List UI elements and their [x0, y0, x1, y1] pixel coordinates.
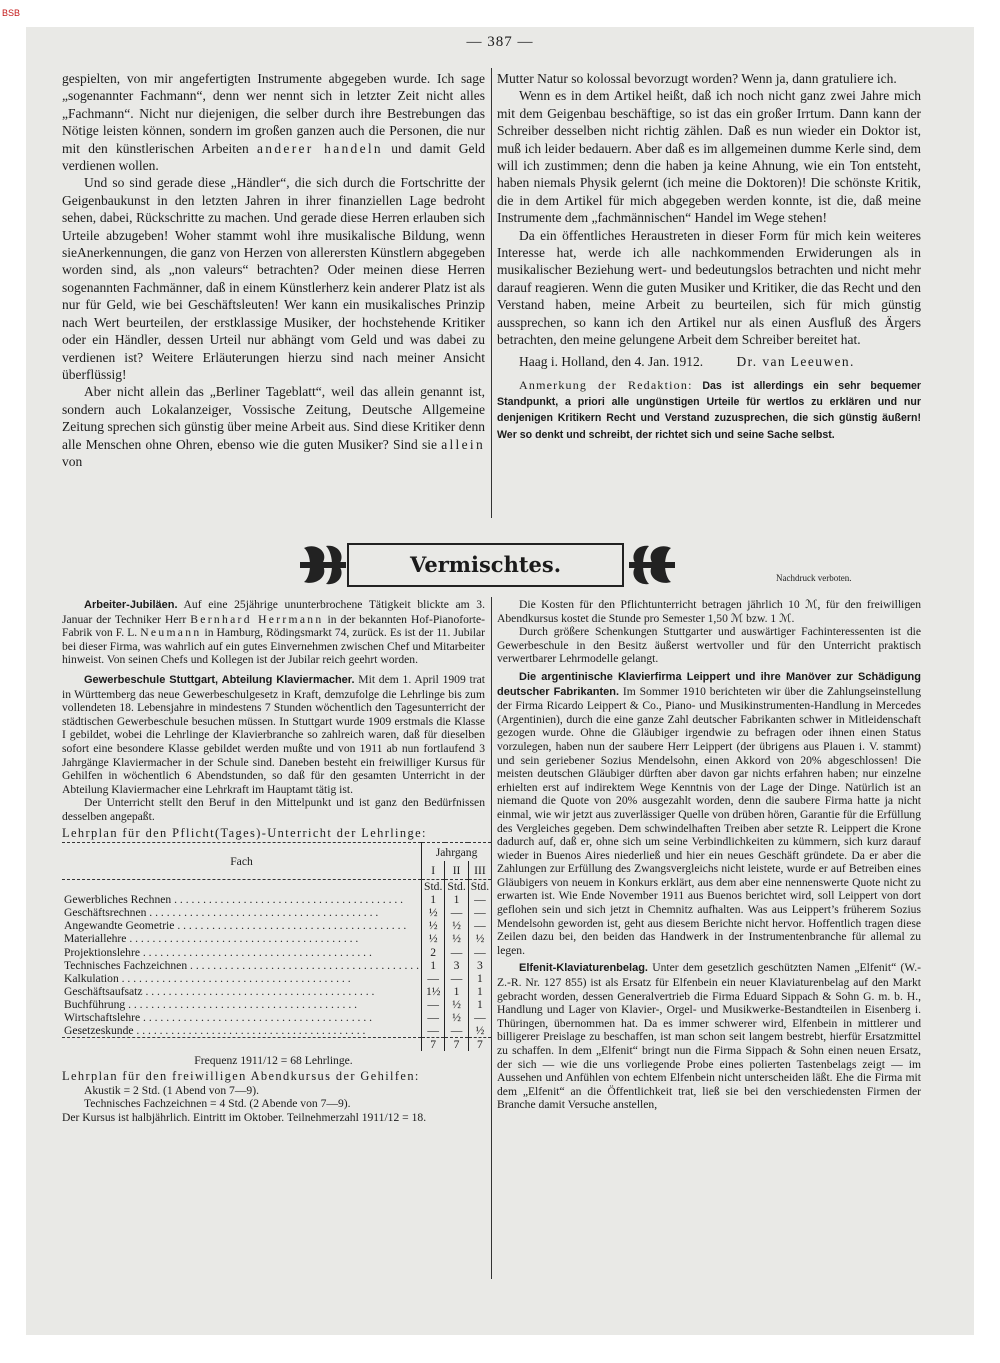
hours-cell: ½: [445, 1011, 468, 1024]
table-total-row: [62, 1038, 491, 1052]
hours-cell: ½: [422, 906, 445, 919]
hours-cell: ½: [445, 919, 468, 932]
evening-line-3: Der Kursus ist halbjährlich. Eintritt im Oktober. Teilnehmerzahl 1911/12 = 18.: [62, 1110, 427, 1124]
article-heading: Elfenit-Klaviaturenbelag.: [519, 962, 648, 975]
hours-cell: —: [422, 1024, 445, 1038]
top-left-paragraph-3: [62, 383, 485, 470]
table-row: [62, 959, 491, 972]
section-title: Vermischtes.: [347, 543, 624, 587]
hours-cell: 1: [468, 985, 491, 998]
top-left-column: [62, 70, 485, 470]
subject-name: Projektionslehre . . . . . . . . . . . . . . . . . . . . . . . . . . . . . . . . . . . . . . . .: [64, 945, 372, 959]
spaced-text: Bernhard Herrmann: [190, 612, 324, 626]
table-row: [62, 946, 491, 959]
empty-cell: [62, 1038, 422, 1052]
empty-cell: [62, 880, 422, 894]
column-divider-bottom: [491, 597, 492, 1279]
hours-cell: 2: [422, 946, 445, 959]
hours-cell: —: [422, 1011, 445, 1024]
table-row: [62, 1024, 491, 1038]
article-gewerbeschule: [62, 673, 485, 796]
header-year: II: [445, 861, 468, 880]
subject-name: Wirtschaftslehre . . . . . . . . . . . . . . . . . . . . . . . . . . . . . . . . . . . . . . . .: [64, 1011, 373, 1025]
hours-cell: 3: [445, 959, 468, 972]
editor-note: [497, 378, 921, 443]
total-cell: 7: [445, 1038, 468, 1052]
top-right-column: [497, 70, 921, 443]
unit-cell: Std.: [468, 880, 491, 894]
table-row: [62, 1011, 491, 1024]
hours-cell: —: [468, 1011, 491, 1024]
article-heading: Die argentinische Klavierfirma Leippert und ihre Manöver zur Schädigung deutscher Fabrikanten.: [497, 670, 921, 698]
hours-cell: ½: [468, 932, 491, 945]
hours-cell: 3: [468, 959, 491, 972]
hours-cell: —: [422, 998, 445, 1011]
unit-cell: Std.: [422, 880, 445, 894]
hours-cell: —: [422, 972, 445, 985]
signature-name: Dr. van Leeuwen.: [736, 353, 855, 369]
hours-cell: —: [468, 893, 491, 906]
table-row: [62, 972, 491, 985]
subject-name: Gesetzeskunde . . . . . . . . . . . . . . . . . . . . . . . . . . . . . . . . . . . . . . . .: [64, 1024, 366, 1038]
hours-cell: —: [468, 919, 491, 932]
article-jubilaeen: [62, 598, 485, 667]
total-cell: 7: [422, 1038, 445, 1052]
top-left-paragraph-2: Und so sind gerade diese „Händler“, die sich durch die Fortschritte der Geigenbaukunst in den letzten Jahren in ihrer finanziellen Lage bedroht sehen, dabei, Rückschritte zu machen. Und gerade diese Herren erlauben sich Urteile abzugeben! Woher stammt wohl ihre musikalische Bildung, wenn sieAnerkennungen, die ganz von Herzen von allerersten Künstlern abgegeben worden sind, als „non valeurs“ betrachten? Oder meinen diese Herren sogenannten Fachmänner, daß in einem Künstlerherz kein anderer Platz ist als nur für Geld, wie bei Geschäftsleuten! Wer kann ein musikalisches Prinzip nach Wert beurteilen, der erstklassige Musiker, der hochstehende Kritiker oder ein Händler, dessen Urteil nur abhängt vom Geld und was dabei zu verdienen ist? Weitere Erläuterungen hierzu sind nach meiner Ansicht überflüssig!: [62, 175, 485, 382]
bottom-left-column: [62, 598, 490, 1124]
signature-place: Haag i. Holland, den 4. Jan. 1912.: [519, 353, 704, 369]
article-heading: Gewerbeschule Stuttgart, Abteilung Klaviermacher.: [84, 673, 355, 686]
hours-cell: 1: [422, 959, 445, 972]
table-row: [62, 998, 491, 1011]
library-mark: BSB: [2, 8, 21, 18]
hours-cell: ½: [422, 919, 445, 932]
donations-paragraph: Durch größere Schenkungen Stuttgarter und auswärtiger Fachinteressenten ist die Gewerbeschule in den Besitz äußerst wertvoller und für den Unterricht praktisch verwertbarer Lehrmodelle gelangt.: [497, 625, 921, 666]
table-row: [62, 932, 491, 945]
costs-paragraph: Die Kosten für den Pflichtunterricht betragen jährlich 10 ℳ, für den freiwilligen Abendkursus kostet die Stunde pro Semester 1,50 ℳ bzw. 1 ℳ.: [497, 598, 921, 625]
table-title: Lehrplan für den Pflicht(Tages)-Unterricht der Lehrlinge:: [62, 825, 427, 840]
page-number: — 387 —: [466, 34, 534, 50]
text: gespielten, von mir angefertigten Instrumente abgegeben wurde. Ich sage „sogenannter Fachmann“, denn wer nennt sich in letzter Zeit nicht alles „Fachmann“. Nicht nur diejenigen, die selber durch ihre Bestrebungen das Nötige leisten können, sondern im großen ganzen auch die Personen, die nur mit den künstlerischen Arbeiten: [62, 71, 485, 156]
text: und damit Geld verdienen wollen.: [62, 140, 486, 174]
table-body: [62, 893, 491, 1038]
subject-name: Geschäftsrechnen . . . . . . . . . . . . . . . . . . . . . . . . . . . . . . . . . . . . . . . .: [64, 906, 379, 920]
lehrplan-table: [62, 842, 491, 1051]
subject-name: Angewandte Geometrie . . . . . . . . . . . . . . . . . . . . . . . . . . . . . . . . . . . . . . . .: [64, 919, 407, 933]
hours-cell: —: [445, 906, 468, 919]
table-header-row: [62, 843, 491, 862]
hours-cell: 1: [468, 998, 491, 1011]
frequency-line: Frequenz 1911/12 = 68 Lehrlinge.: [194, 1054, 353, 1068]
hours-cell: ½: [468, 1024, 491, 1038]
text: Unter dem gesetzlich geschützten Namen „Elfenit“ (W.-Z.-R. Nr. 127 855) ist als Ersatz für Elfenbein ein neuer Klaviaturenbelag auf den Markt gebracht worden, dessen Generalvertrieb die Firma Eduard Sippach & Sohn G. m. b. H., Handlung und Lager von Klavier-, Orgel- und Musikwerke-Bestandteilen in Eisenberg i. Thüringen, übernommen hat. Da es immer schwerer wird, Elfenbein in mittlerer und billigerer Preislage zu beschaffen, ist man schon seit langem bestrebt, hierfür Ersatzmittel zu schaffen. In dem „Elfenit“ bringt nun die Firma Sippach & Sohn einen neuen Ersatz, der sich — wie die uns vorliegende Probe eines polierten Tastenbelags zeigt — im Aussehen und Anfühlen von echtem Elfenbein nicht unterscheiden läßt. Ehe die Firma mit dem „Elfenit“ an die Öffentlichkeit trat, ließ sie bei den verschiedensten Firmen der Branche damit Versuche anstellen,: [497, 961, 921, 1112]
table-row: [62, 919, 491, 932]
table-unit-row: [62, 880, 491, 894]
spaced-text: Neumann: [140, 626, 202, 640]
text: Auf eine 25jährige ununterbrochene Tätigkeit blickte am 3. Januar der Techniker Herr: [62, 598, 485, 626]
spaced-text: anderer handeln: [257, 140, 383, 156]
evening-title: Lehrplan für den freiwilligen Abendkursus der Gehilfen:: [62, 1068, 420, 1083]
hours-cell: 1: [445, 893, 468, 906]
spaced-text: allein: [441, 436, 486, 452]
unit-cell: Std.: [445, 880, 468, 894]
article-gewerbeschule-p2: Der Unterricht stellt den Beruf in den Mittelpunkt und ist ganz den Bedürfnissen desselben angepaßt.: [62, 796, 485, 823]
header-year: III: [468, 861, 491, 880]
hours-cell: —: [445, 972, 468, 985]
text: Im Sommer 1910 berichteten wir über die Zahlungseinstellung der Firma Ricardo Leippert & Co., Piano- und Musikinstrumenten-Handlung in Mercedes (Argentinien), durch die eine ganze Zahl deutscher Fabrikanten schwer in Mitleidenschaft gezogen wurde. Ohne die Gläubiger irgendwie zu befragen oder ihnen einen Status vorzulegen, haben nun der saubere Herr Leippert (der übrigens aus Plauen i. V. stammt) und sein geriebener Sozius Mendelsohn, einen Akkord von 20% abgeschlossen! Die meisten deutschen Gläubiger dürften aber davon gar nichts erfahren haben; nur einzelne erhielten erst auf indirektem Wege Kenntnis von der Lage der Dinge. Natürlich ist an niemand die Quote von 20% ausgezahlt worden, denn die saubere Firma hatte ja nicht einmal, wie wir jetzt aus zuverlässiger Quelle von drüben hören, Garantie für die Erfüllung des Vergleiches gegeben. Dem schwindelhaften Treiben aber setzte R. Leippert die Krone dadurch auf, daß er, ohne sich um seine Verbindlichkeiten zu kümmern, sich kurz darauf wieder in Buenos Aires niederließ und hier ein neues Geschäft gründete. Da er aber die Zahlungen zur Erfüllung des Zwangsvergleichs nicht leistete, wurde er auf Betreiben eines Gläubigers von neuem in Konkurs erklärt, aus dem aber eine nennenswerte Quote nicht zu erwarten ist. Wie Ende November 1911 aus Buenos berichtet wird, soll Leippert von dort geflohen sein und sich jetzt in Chemnitz aufhalten. Was aus Leippert’s früherem Sozius Mendelsohn geworden ist, geht aus diesem Berichte nicht hervor. Hoffentlich tragen diese Zeilen dazu bei, den beiden das Handwerk in der Instrumentenbranche für allemal zu legen.: [497, 684, 921, 957]
subject-name: Materiallehre . . . . . . . . . . . . . . . . . . . . . . . . . . . . . . . . . . . . . . . .: [64, 932, 359, 946]
subject-name: Gewerbliches Rechnen . . . . . . . . . . . . . . . . . . . . . . . . . . . . . . . . . . . . . . . .: [64, 893, 404, 907]
text: in Hamburg, Rödingsmarkt 74, zurück. Es ist der 11. Jubilar bei dieser Firma, was wahrlich auf ein gutes Einvernehmen zwischen Chef und Mitarbeiter hinweist. Von seinen Chefs und Kollegen ist der Jubilar reich geehrt worden.: [62, 626, 485, 667]
text: Aber nicht allein das „Berliner Tageblatt“, weil das allein genannt ist, sondern auch Lokalanzeiger, Vossische Zeitung, Deutsche Allgemeine Zeitung sprechen sich günstig über meine Arbeit aus. Sind diese Kritiker denn alle Menschen ohne Ohren, ebenso wie die guten Musiker? Sind sie: [62, 384, 485, 452]
hours-cell: ½: [445, 932, 468, 945]
header-year: I: [422, 861, 445, 880]
reprint-note: Nachdruck verboten.: [776, 573, 852, 583]
bottom-right-column: [497, 598, 921, 1112]
hours-cell: 1: [422, 893, 445, 906]
column-divider-top: [491, 68, 492, 518]
article-elfenit: [497, 961, 921, 1112]
editor-note-label: Anmerkung der Redaktion:: [519, 377, 693, 392]
evening-line-2: Technisches Fachzeichnen = 4 Std. (2 Abende von 7—9).: [84, 1097, 351, 1111]
hours-cell: ½: [445, 998, 468, 1011]
table-row: [62, 906, 491, 919]
top-right-paragraph-2: Wenn es in dem Artikel heißt, daß ich noch nicht ganz zwei Jahre mich mit dem Geigenbau beschäftige, so ist das ein großer Irrtum. Dann kann der Schreiber desselben nicht richtig zählen. Daß es nun wieder ein Doktor ist, muß ich leider bedauern. Aber daß es im allgemeinen dumme Kerle sind, dem will ich zustimmen; denn die haben ja keine Ahnung, wie ein Ton entsteht, haben niemals Physik gelernt (ich meine die Doktoren)! Die schönste Kritik, die in dem Artikel für mich abgegeben werden konnte, ist die, daß meine Instrumente dem „fachmännischen“ Handel im Wege stehen!: [497, 88, 921, 226]
hours-cell: ½: [422, 932, 445, 945]
table-row: [62, 893, 491, 906]
hours-cell: —: [468, 946, 491, 959]
hours-cell: —: [445, 1024, 468, 1038]
hours-cell: 1: [445, 985, 468, 998]
signature-line: [497, 353, 921, 370]
hours-cell: —: [468, 906, 491, 919]
header-fach: Fach: [62, 843, 422, 880]
top-right-paragraph-1: Mutter Natur so kolossal bevorzugt worden? Wenn ja, dann gratuliere ich.: [497, 71, 897, 86]
header-jahrgang: Jahrgang: [422, 843, 492, 862]
subject-name: Kalkulation . . . . . . . . . . . . . . . . . . . . . . . . . . . . . . . . . . . . . . . .: [64, 971, 351, 985]
hours-cell: 1½: [422, 985, 445, 998]
hours-cell: 1: [468, 972, 491, 985]
subject-name: Buchführung . . . . . . . . . . . . . . . . . . . . . . . . . . . . . . . . . . . . . . . .: [64, 997, 358, 1011]
subject-name: Technisches Fachzeichnen . . . . . . . . . . . . . . . . . . . . . . . . . . . . . . . . . . . . . . . .: [64, 958, 419, 972]
article-leippert: [497, 670, 921, 957]
table-row: [62, 985, 491, 998]
evening-line-1: Akustik = 2 Std. (1 Abend von 7—9).: [84, 1083, 259, 1097]
text: in der bekannten Hof-Pianoforte-Fabrik von F. L.: [62, 612, 485, 640]
top-right-paragraph-3: Da ein öffentliches Heraustreten in dieser Form für mich kein weiteres Interesse hat, werde ich alle nachkommenden Erwiderungen als in musikalischer Beziehung wert- und bedeutungslos betrachten und nicht mehr darauf reagieren. Wenn die guten Musiker und Kritiker, die das Recht und den Verstand haben, meine Arbeit zu beurteilen, sich für mich günstig aussprechen, so kann ich den Artikel nur als einen Ausfluß des Ärgers betrachten, den meine gelungene Arbeit dem Schreiber bereitet hat.: [497, 227, 921, 348]
hours-cell: —: [445, 946, 468, 959]
editor-note-text: Das ist allerdings ein sehr bequemer Standpunkt, a priori alle ungünstigen Urteile für wertlos zu erklären und nur denjenigen Kritikern Recht und Verstand zuzusprechen, die sich günstig äußern! Wer so denkt und schreibt, der richtet sich und seine Sache selbst.: [497, 379, 922, 441]
top-left-paragraph-1: [62, 70, 485, 174]
article-heading: Arbeiter-Jubiläen.: [84, 599, 178, 611]
total-cell: 7: [468, 1038, 491, 1052]
text: Mit dem 1. April 1909 trat in Württemberg das neue Gewerbeschulgesetz in Kraft, demzufolge die Lehrlinge bis zum vollendeten 18. Lebensjahre in mindestens 7 Stunden wöchentlich den Tagesunterricht der städtischen Gewerbeschule besuchen müssen. In Stuttgart wurde 1909 erstmals die Klasse I gebildet, wobei die Lehrlinge der Klavierbranche so zahlreich waren, daß für dieselben sofort eine besondere Klasse gebildet werden mußte und von 1911 ab nun fortlaufend 3 Jahrgänge Klaviermacher in der Schule sind. Daneben besteht ein freiwilliger Kursus für Gehilfen in wöchentlich 6 Abendstunden, so daß für den gesamten Unterricht in der Abteilung Klaviermacher eine Lehrkraft im Hauptamt tätig ist.: [62, 672, 485, 796]
text: von: [62, 453, 83, 469]
subject-name: Geschäftsaufsatz . . . . . . . . . . . . . . . . . . . . . . . . . . . . . . . . . . . . . . . .: [64, 984, 375, 998]
